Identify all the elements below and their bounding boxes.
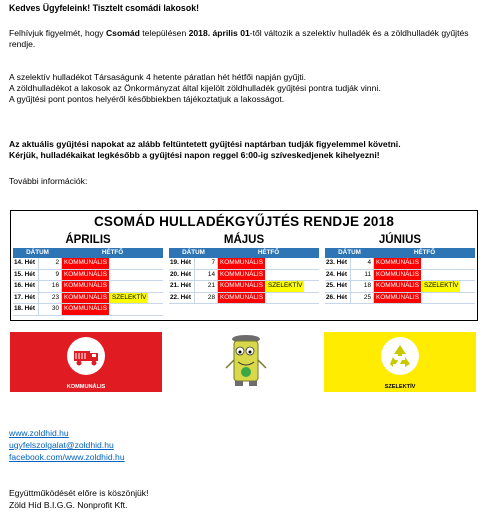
collection-events [62,304,163,315]
closing [9,487,148,511]
calendar-row [13,281,163,293]
day-number: 7 [194,258,218,269]
month-column [13,233,163,316]
collection-events [218,258,319,269]
communal-pickup-tag: KOMMUNÁLIS [62,304,109,315]
communal-pickup-tag: KOMMUNÁLIS [374,293,421,304]
week-number: 25. Hét [326,282,347,289]
date-column-header: DÁTUM [338,249,361,256]
day-number: 21 [194,281,218,292]
contact-links [9,427,125,463]
collection-events [374,293,475,304]
week-number: 15. Hét [14,270,35,278]
day-number: 28 [194,293,218,304]
waste-type-banners [10,332,476,392]
week-number: 19. Hét [170,259,191,266]
more-info-label: További információk: [9,176,88,186]
selective-pickup-tag: SZELEKTÍV [266,281,304,292]
communal-banner [10,332,162,392]
month-name: MÁJUS [223,234,265,246]
day-number: 14 [194,270,218,281]
communal-label: KOMMUNÁLIS [66,384,106,390]
collection-events [62,281,163,292]
collection-events [374,258,475,269]
facebook-link[interactable]: facebook.com/www.zoldhid.hu [9,452,125,462]
communal-pickup-tag: KOMMUNÁLIS [62,270,109,281]
communal-pickup-tag: KOMMUNÁLIS [62,281,109,292]
calendar-note-line: Kérjük, hulladékaikat legkésőbb a gyűjtési napon reggel 6:00-ig szíveskedjenek kihelyezni! [9,150,380,160]
intro-paragraph [9,28,489,50]
communal-pickup-tag: KOMMUNÁLIS [62,293,109,304]
month-column [325,233,475,316]
calendar-note-line: Az aktuális gyűjtési napokat az alább feltüntetett gyűjtési naptárban tudják figyelemmel követni. [9,139,401,149]
calendar-title: CSOMÁD HULLADÉKGYŰJTÉS RENDJE 2018 [11,211,477,233]
day-number: 2 [38,258,62,269]
selective-label: SZELEKTÍV [384,384,416,390]
monday-column-header: HÉTFŐ [101,249,124,256]
calendar-row [169,293,319,305]
website-link[interactable]: www.zoldhid.hu [9,428,69,438]
week-number: 14. Hét [14,259,35,266]
thanks-line: Együttműködését előre is köszönjük! [9,488,149,498]
week-number: 24. Hét [326,270,347,278]
week-number: 22. Hét [170,293,191,301]
calendar-row [13,293,163,305]
communal-pickup-tag: KOMMUNÁLIS [218,258,265,269]
collection-events [62,258,163,269]
calendar-row [169,270,319,282]
calendar-row [13,304,163,316]
week-number: 20. Hét [170,270,191,278]
monday-column-header: HÉTFŐ [413,249,436,256]
month-header [13,248,163,258]
info-line: A szelektív hulladékot Társaságunk 4 hetente páratlan hét hétfői napján gyűjti. [9,72,307,82]
selective-banner [324,332,476,392]
communal-pickup-tag: KOMMUNÁLIS [62,258,109,269]
day-number: 4 [350,258,374,269]
communal-pickup-tag: KOMMUNÁLIS [218,293,265,304]
calendar-row [169,281,319,293]
email-link[interactable]: ugyfelszolgalat@zoldhid.hu [9,440,114,450]
change-date: 2018. április 01 [188,28,250,38]
info-paragraph [9,72,489,105]
collection-events [218,293,319,304]
week-number: 21. Hét [170,282,191,289]
calendar-row [325,258,475,270]
intro-text-c: -től változik a szelektív hulladék és a zöldhulladék gyűjtés rendje. [9,28,469,49]
collection-events [218,281,319,292]
day-number: 25 [350,293,374,304]
month-column [169,233,319,316]
calendar-months [11,233,477,316]
garbage-truck-icon [67,337,105,375]
selective-pickup-tag: SZELEKTÍV [110,293,148,304]
communal-pickup-tag: KOMMUNÁLIS [218,281,265,292]
calendar-note [9,139,489,161]
week-number: 23. Hét [326,259,347,266]
week-number: 18. Hét [14,305,35,312]
collection-events [62,293,163,304]
collection-events [374,270,475,281]
week-number: 17. Hét [14,293,35,301]
month-header [169,248,319,258]
calendar-row [325,270,475,282]
info-line: A gyűjtési pont pontos helyéről későbbiekben tájékoztatjuk a lakosságot. [9,94,285,104]
greeting: Kedves Ügyfeleink! Tisztelt csomádi lakosok! [9,3,200,13]
date-column-header: DÁTUM [26,249,49,256]
intro-text-a: Felhívjuk figyelmét, hogy [9,28,106,38]
month-name: JÚNIUS [378,234,422,246]
week-number: 16. Hét [14,282,35,289]
town-name: Csomád [105,28,140,38]
recycle-icon [381,337,419,375]
day-number: 9 [38,270,62,281]
communal-pickup-tag: KOMMUNÁLIS [218,270,265,281]
calendar-row [13,270,163,282]
week-number: 26. Hét [326,293,347,301]
day-number: 16 [38,281,62,292]
mascot-bin-icon [168,332,322,392]
date-column-header: DÁTUM [182,249,205,256]
day-number: 23 [38,293,62,304]
collection-events [62,270,163,281]
communal-pickup-tag: KOMMUNÁLIS [374,270,421,281]
collection-calendar [10,210,478,321]
month-name: ÁPRILIS [65,234,111,246]
month-header [325,248,475,258]
intro-text-b: településen [139,28,189,38]
selective-pickup-tag: SZELEKTÍV [422,281,460,292]
collection-events [374,281,475,292]
calendar-row [325,281,475,293]
signature-line: Zöld Híd B.I.G.G. Nonprofit Kft. [9,500,128,510]
day-number: 11 [350,270,374,281]
calendar-row [325,293,475,305]
monday-column-header: HÉTFŐ [257,249,280,256]
day-number: 18 [350,281,374,292]
calendar-row [169,258,319,270]
day-number: 30 [38,304,62,315]
communal-pickup-tag: KOMMUNÁLIS [374,258,421,269]
communal-pickup-tag: KOMMUNÁLIS [374,281,421,292]
info-line: A zöldhulladékot a lakosok az Önkormányzat által kijelölt zöldhulladék gyűjtési pontra tudják vinni. [9,83,381,93]
calendar-row [13,258,163,270]
collection-events [218,270,319,281]
